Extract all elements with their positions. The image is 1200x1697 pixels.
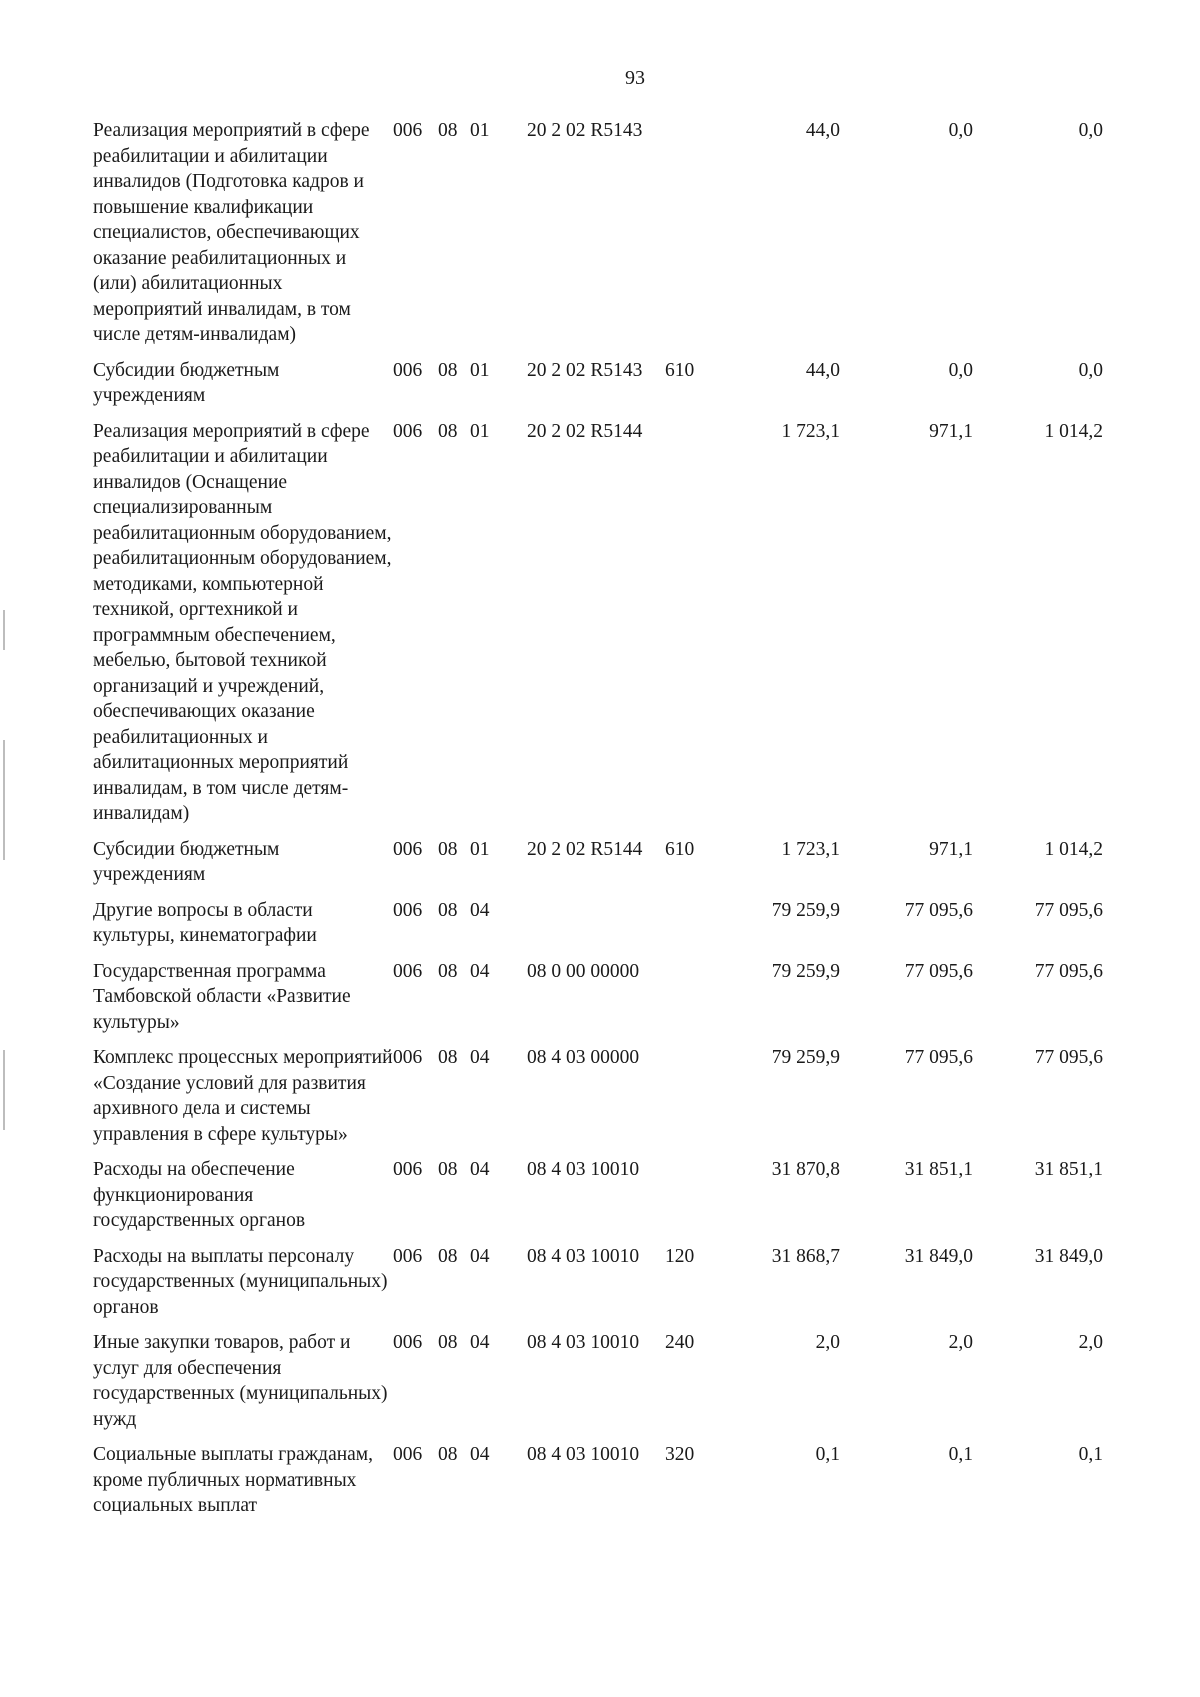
scan-artifact [3, 610, 5, 650]
target-article-code: 20 2 02 R5143 [527, 359, 643, 381]
amount-year-1: 31 868,7 [771, 1245, 840, 1267]
amount-year-2: 0,0 [948, 359, 973, 381]
ved-code: 006 [393, 838, 423, 860]
amount-year-2: 0,0 [948, 120, 973, 141]
subsection-code: 01 [470, 120, 490, 141]
amount-year-3: 77 095,6 [1034, 899, 1103, 921]
amount-year-1: 31 870,8 [771, 1159, 840, 1180]
ved-code: 006 [393, 1444, 423, 1465]
amount-year-3: 0,0 [1078, 120, 1103, 141]
amount-year-2: 77 095,6 [904, 1047, 973, 1068]
budget-table [93, 118, 1185, 1529]
section-code: 08 [438, 1159, 458, 1180]
subsection-code: 04 [470, 1159, 490, 1180]
row-name: Социальные выплаты гражданам, кроме публичных нормативных социальных выплат [93, 1444, 374, 1516]
expense-type-code: 320 [665, 1444, 695, 1465]
row-name: Другие вопросы в области культуры, кинематографии [93, 899, 317, 946]
row-name: Субсидии бюджетным учреждениям [93, 838, 280, 885]
amount-year-2: 77 095,6 [904, 960, 973, 982]
amount-year-3: 1 014,2 [1044, 838, 1103, 860]
amount-year-3: 31 849,0 [1034, 1245, 1103, 1267]
ved-code: 006 [393, 120, 423, 141]
table-row [93, 419, 1185, 827]
amount-year-1: 2,0 [815, 1332, 840, 1353]
section-code: 08 [438, 420, 458, 442]
page-number: 93 [625, 67, 645, 89]
section-code: 08 [438, 1245, 458, 1267]
table-row [93, 898, 1185, 949]
amount-year-3: 2,0 [1078, 1332, 1103, 1353]
amount-year-1: 1 723,1 [781, 838, 840, 860]
expense-type-code: 120 [665, 1245, 695, 1267]
ved-code: 006 [393, 960, 423, 982]
ved-code: 006 [393, 1047, 423, 1068]
subsection-code: 04 [470, 1332, 490, 1353]
amount-year-2: 971,1 [929, 420, 973, 442]
amount-year-2: 2,0 [948, 1332, 973, 1353]
expense-type-code: 610 [665, 838, 695, 860]
section-code: 08 [438, 1047, 458, 1068]
ved-code: 006 [393, 359, 423, 381]
amount-year-3: 0,1 [1078, 1444, 1103, 1465]
table-row [93, 1045, 1185, 1147]
row-name: Государственная программа Тамбовской области «Развитие культуры» [93, 960, 351, 1033]
amount-year-1: 1 723,1 [781, 420, 840, 442]
section-code: 08 [438, 838, 458, 860]
scan-artifact [3, 740, 5, 860]
row-name: Иные закупки товаров, работ и услуг для обеспечения государственных (муниципальных) нужд [93, 1332, 388, 1430]
section-code: 08 [438, 899, 458, 921]
target-article-code: 20 2 02 R5143 [527, 120, 643, 141]
ved-code: 006 [393, 1332, 423, 1353]
amount-year-3: 1 014,2 [1044, 420, 1103, 442]
table-row [93, 118, 1185, 348]
amount-year-1: 79 259,9 [771, 960, 840, 982]
ved-code: 006 [393, 1245, 423, 1267]
subsection-code: 04 [470, 1245, 490, 1267]
amount-year-1: 44,0 [805, 120, 840, 141]
target-article-code: 20 2 02 R5144 [527, 838, 643, 860]
amount-year-1: 44,0 [805, 359, 840, 381]
row-name: Расходы на выплаты персоналу государственных (муниципальных) органов [93, 1245, 388, 1318]
subsection-code: 04 [470, 899, 490, 921]
target-article-code: 08 4 03 10010 [527, 1332, 640, 1353]
amount-year-1: 79 259,9 [771, 1047, 840, 1068]
amount-year-1: 0,1 [815, 1444, 840, 1465]
target-article-code: 08 4 03 00000 [527, 1047, 640, 1068]
table-row [93, 1157, 1185, 1234]
subsection-code: 04 [470, 1047, 490, 1068]
section-code: 08 [438, 359, 458, 381]
row-name: Реализация мероприятий в сфере реабилитации и абилитации инвалидов (Подготовка кадров и повышение квалификации специалистов, обеспечивающих оказание реабилитационных и (или) абилитационных мероприятий инвалидам, в том числе детям-инвалидам) [93, 120, 370, 345]
target-article-code: 08 4 03 10010 [527, 1245, 640, 1267]
amount-year-2: 31 849,0 [904, 1245, 973, 1267]
amount-year-3: 31 851,1 [1034, 1159, 1103, 1180]
subsection-code: 04 [470, 1444, 490, 1465]
amount-year-2: 0,1 [948, 1444, 973, 1465]
section-code: 08 [438, 960, 458, 982]
expense-type-code: 610 [665, 359, 695, 381]
table-row [93, 1330, 1185, 1432]
amount-year-1: 79 259,9 [771, 899, 840, 921]
amount-year-2: 971,1 [929, 838, 973, 860]
table-row [93, 959, 1185, 1036]
table-row [93, 358, 1185, 409]
amount-year-2: 31 851,1 [904, 1159, 973, 1180]
amount-year-3: 0,0 [1078, 359, 1103, 381]
row-name: Расходы на обеспечение функционирования государственных органов [93, 1159, 306, 1231]
row-name: Комплекс процессных мероприятий «Создание условий для развития архивного дела и системы управления в сфере культуры» [93, 1047, 393, 1145]
row-name: Реализация мероприятий в сфере реабилитации и абилитации инвалидов (Оснащение специализированным реабилитационным оборудованием, реабилитационным оборудованием, методиками, компьютерной техникой, оргтехникой и программным обеспечением, мебелью, бытовой техникой организаций и учреждений, обеспечивающих оказание реабилитационных и абилитационных мероприятий инвалидам, в том числе детям-инвалидам) [93, 420, 392, 824]
ved-code: 006 [393, 899, 423, 921]
subsection-code: 04 [470, 960, 490, 982]
row-name: Субсидии бюджетным учреждениям [93, 359, 280, 406]
scan-artifact [3, 1050, 5, 1130]
amount-year-3: 77 095,6 [1034, 1047, 1103, 1068]
subsection-code: 01 [470, 838, 490, 860]
amount-year-2: 77 095,6 [904, 899, 973, 921]
section-code: 08 [438, 120, 458, 141]
ved-code: 006 [393, 1159, 423, 1180]
expense-type-code: 240 [665, 1332, 695, 1353]
table-row [93, 837, 1185, 888]
target-article-code: 20 2 02 R5144 [527, 420, 643, 442]
ved-code: 006 [393, 420, 423, 442]
amount-year-3: 77 095,6 [1034, 960, 1103, 982]
subsection-code: 01 [470, 359, 490, 381]
table-row [93, 1244, 1185, 1321]
target-article-code: 08 4 03 10010 [527, 1159, 640, 1180]
target-article-code: 08 4 03 10010 [527, 1444, 640, 1465]
target-article-code: 08 0 00 00000 [527, 960, 640, 982]
section-code: 08 [438, 1444, 458, 1465]
subsection-code: 01 [470, 420, 490, 442]
table-row [93, 1442, 1185, 1519]
section-code: 08 [438, 1332, 458, 1353]
